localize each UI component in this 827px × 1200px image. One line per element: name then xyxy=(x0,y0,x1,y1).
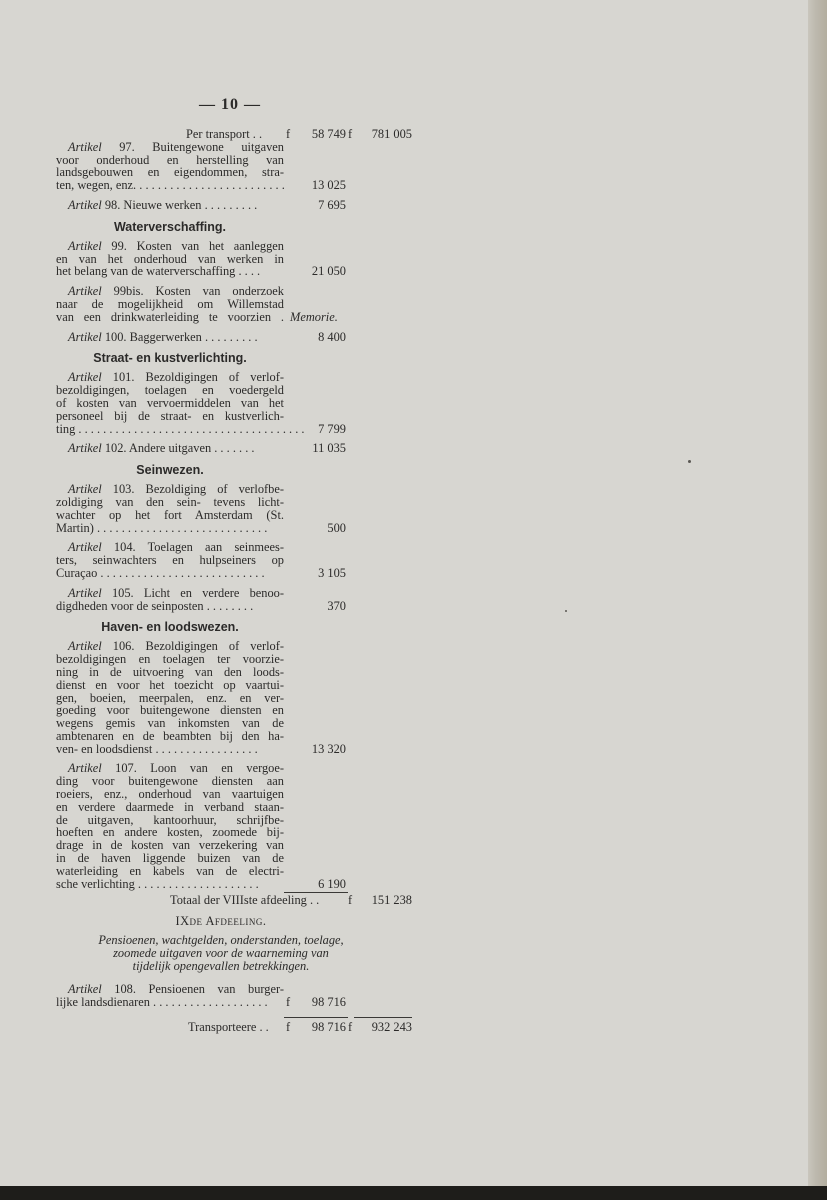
article-line: gen, boeien, meerpalen, enz. en ver- xyxy=(56,690,284,705)
article-line: bezoldigingen, toelagen en voedergeld xyxy=(56,383,284,398)
article-line: het belang van de waterverschaffing . . . . xyxy=(56,264,261,279)
article-106 xyxy=(56,640,436,755)
page-number: — 10 — xyxy=(199,96,261,113)
article-line: of kosten van vervoermiddelen van het xyxy=(56,395,284,410)
article-amount: 6 190 xyxy=(318,876,346,891)
article-101 xyxy=(56,371,436,435)
florin-sign: f xyxy=(348,893,353,908)
article-line: Artikel 106. Bezoldigingen of verlof- xyxy=(68,639,284,654)
ix-heading: IXde Afdeeling. xyxy=(175,914,267,929)
article-line: Artikel 97. Buitengewone uitgaven xyxy=(68,139,284,154)
ix-subheading-line: tijdelijk opengevallen betrekkingen. xyxy=(132,959,310,974)
article-99bis xyxy=(56,285,436,323)
article-amount: 8 400 xyxy=(318,329,346,344)
article-line: ambtenaren en de beambten bij den ha- xyxy=(56,728,284,743)
per-transport-row xyxy=(56,128,436,141)
artikel-word: Artikel xyxy=(68,441,102,456)
per-transport-label: Per transport . . xyxy=(186,127,263,141)
transporteere-label: Transporteere . . xyxy=(188,1019,269,1034)
ix-subheading-line: Pensioenen, wachtgelden, onderstanden, toelage, xyxy=(98,933,344,948)
article-line: naar de mogelijkheid om Willemstad xyxy=(56,296,284,311)
article-105 xyxy=(56,587,436,613)
article-line: Artikel 100. Baggerwerken . . . . . . . . . xyxy=(68,329,258,344)
artikel-word: Artikel xyxy=(68,139,102,154)
article-line: wachter op het fort Amsterdam (St. xyxy=(56,507,284,522)
article-line: Artikel 99bis. Kosten van onderzoek xyxy=(68,284,284,299)
article-line: in de haven liggende buizen van de xyxy=(56,851,284,866)
article-line: Artikel 105. Licht en verdere benoo- xyxy=(68,585,284,600)
article-line: Artikel 101. Bezoldigingen of verlof- xyxy=(68,370,284,385)
article-line: Martin) . . . . . . . . . . . . . . . . . . . . . . . . . . . . xyxy=(56,520,268,535)
article-100 xyxy=(56,331,436,344)
article-line: ning in de uitvoering van den loods- xyxy=(56,664,284,679)
article-line: Artikel 107. Loon van en vergoe- xyxy=(68,761,284,776)
article-line: ven- en loodsdienst . . . . . . . . . . . . . . . . . xyxy=(56,741,258,756)
article-107 xyxy=(56,762,436,890)
article-103 xyxy=(56,483,436,534)
article-amount: 13 025 xyxy=(311,178,346,193)
article-line: personeel bij de straat- en kustverlich- xyxy=(56,408,284,423)
article-line: waterleiding en kabels van de electri- xyxy=(56,863,284,878)
article-amount: 98 716 xyxy=(311,995,346,1010)
article-line: van een drinkwaterleiding te voorzien . xyxy=(56,309,284,324)
per-transport-amount-2: 781 005 xyxy=(371,127,412,141)
ix-subheading-line: zoomede uitgaven voor de waarneming van xyxy=(113,946,329,961)
article-line: drage in de kosten van verzekering van xyxy=(56,838,284,853)
article-line: Artikel 99. Kosten van het aanleggen xyxy=(68,238,284,253)
artikel-word: Artikel xyxy=(68,482,102,497)
artikel-word: Artikel xyxy=(68,585,102,600)
section-heading: Haven- en loodswezen. xyxy=(101,620,239,635)
artikel-word: Artikel xyxy=(68,329,102,344)
transport-rule xyxy=(284,1017,348,1018)
totaal-amount: 151 238 xyxy=(371,893,412,908)
article-line: Curaçao . . . . . . . . . . . . . . . . . . . . . . . . . . . xyxy=(56,565,265,580)
article-line: wegens gemis van inkomsten van de xyxy=(56,716,284,731)
article-line: bezoldigingen en toelagen ter voorzie- xyxy=(56,652,284,667)
artikel-word: Artikel xyxy=(68,761,102,776)
article-amount-memorie: Memorie. xyxy=(290,309,338,324)
article-line: roeiers, enz., onderhoud van vaartuigen xyxy=(56,787,284,802)
totaal-row xyxy=(56,894,436,907)
article-line: en verdere daarmede in verband staan- xyxy=(56,799,284,814)
article-line: Artikel 104. Toelagen aan seinmees- xyxy=(68,540,284,555)
article-line: ting . . . . . . . . . . . . . . . . . . . . . . . . . . . . . . . . . . . . . xyxy=(56,421,305,436)
article-line: hoeften en andere kosten, zoomede bij- xyxy=(56,825,284,840)
article-line: ters, seinwachters en hulpseiners op xyxy=(56,553,284,568)
article-amount: 7 695 xyxy=(318,197,346,212)
article-line: ten, wegen, enz. . . . . . . . . . . . . . . . . . . . . . . . . xyxy=(56,178,285,193)
article-amount: 11 035 xyxy=(312,441,346,456)
article-104 xyxy=(56,541,436,579)
article-line: Artikel 98. Nieuwe werken . . . . . . . . . xyxy=(68,197,258,212)
artikel-word: Artikel xyxy=(68,540,102,555)
paper-speck xyxy=(688,460,691,463)
artikel-word: Artikel xyxy=(68,197,102,212)
ledger-column xyxy=(56,128,436,1034)
article-line: goeding voor buitengewone diensten en xyxy=(56,703,284,718)
article-line: dienst en voor het toezicht op vaartui- xyxy=(56,677,284,692)
florin-sign: f xyxy=(286,995,291,1010)
section-heading: Waterverschaffing. xyxy=(113,219,227,234)
section-heading: Straat- en kustverlichting. xyxy=(93,351,247,366)
article-line: Artikel 102. Andere uitgaven . . . . . . . xyxy=(68,441,255,456)
article-line: ding voor buitengewone diensten aan xyxy=(56,774,284,789)
florin-sign: f xyxy=(286,1019,291,1034)
article-98 xyxy=(56,199,436,212)
article-amount: 7 799 xyxy=(318,421,346,436)
article-line: Artikel 108. Pensioenen van burger- xyxy=(68,982,284,997)
transporteere-amount-1: 98 716 xyxy=(311,1019,346,1034)
section-heading: Seinwezen. xyxy=(136,463,204,478)
page-edge xyxy=(808,0,827,1200)
article-line: sche verlichting . . . . . . . . . . . . . . . . . . . . xyxy=(56,876,259,891)
artikel-word: Artikel xyxy=(68,639,102,654)
artikel-word: Artikel xyxy=(68,370,102,385)
article-line: landsgebouwen en eigendommen, stra- xyxy=(56,165,284,180)
article-line: zoldiging van den sein- tevens licht- xyxy=(56,494,284,509)
florin-sign: f xyxy=(348,127,353,141)
article-line: voor onderhoud en herstelling van xyxy=(56,152,284,167)
florin-sign: f xyxy=(348,1019,353,1034)
article-amount: 370 xyxy=(327,598,346,613)
totaal-label: Totaal der VIIIste afdeeling . . xyxy=(170,893,320,908)
artikel-word: Artikel xyxy=(68,982,102,997)
article-99 xyxy=(56,240,436,278)
article-amount: 13 320 xyxy=(311,741,346,756)
article-line: de uitgaven, kantoorhuur, schrijfbe- xyxy=(56,812,284,827)
transport-rule xyxy=(354,1017,412,1018)
article-amount: 21 050 xyxy=(311,264,346,279)
transporteere-amount-2: 932 243 xyxy=(371,1019,412,1034)
article-amount: 3 105 xyxy=(318,565,346,580)
article-108 xyxy=(56,983,436,1009)
artikel-word: Artikel xyxy=(68,238,102,253)
transporteere-row xyxy=(56,1021,436,1034)
article-97 xyxy=(56,141,436,192)
per-transport-amount-1: 58 749 xyxy=(311,127,346,141)
article-line: digdheden voor de seinposten . . . . . . . . xyxy=(56,598,254,613)
article-102 xyxy=(56,442,436,455)
florin-sign: f xyxy=(286,127,291,141)
article-line: en van het onderhoud van werken in xyxy=(56,251,284,266)
article-line: lijke landsdienaren . . . . . . . . . . . . . . . . . . . xyxy=(56,995,268,1010)
artikel-word: Artikel xyxy=(68,284,102,299)
article-line: Artikel 103. Bezoldiging of verlofbe- xyxy=(68,482,284,497)
scan-bottom-band xyxy=(0,1186,827,1200)
paper-speck xyxy=(565,610,567,612)
article-amount: 500 xyxy=(327,520,346,535)
